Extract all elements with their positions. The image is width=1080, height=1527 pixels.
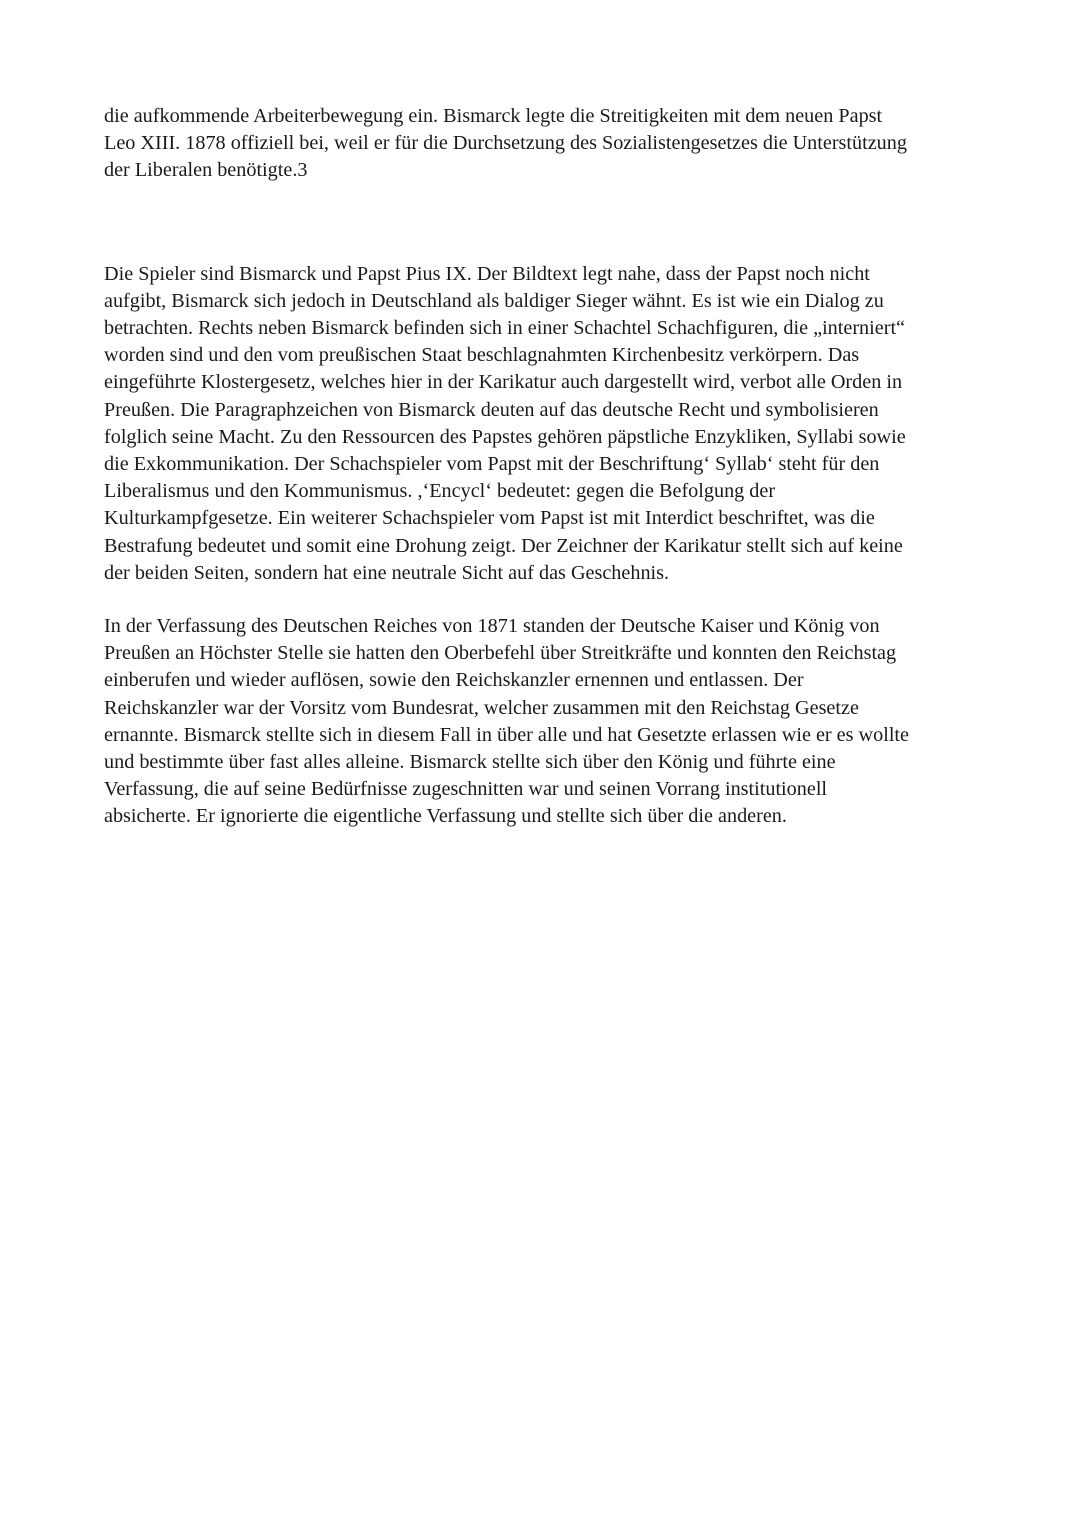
paragraph-verfassung — [104, 613, 1004, 831]
text-line: Liberalismus und den Kommunismus. ,‘Encycl‘ bedeutet: gegen die Befolgung der — [104, 480, 776, 503]
text-line: einberufen und wieder auflösen, sowie den Reichskanzler ernennen und entlassen. Der — [104, 669, 804, 692]
text-line: Kulturkampfgesetze. Ein weiterer Schachspieler vom Papst ist mit Interdict beschriftet, was die — [104, 507, 875, 530]
text-line: eingeführte Klostergesetz, welches hier in der Karikatur auch dargestellt wird, verbot alle Orden in — [104, 371, 903, 394]
text-line: der beiden Seiten, sondern hat eine neutrale Sicht auf das Geschehnis. — [104, 561, 670, 584]
text-line: Die Spieler sind Bismarck und Papst Pius IX. Der Bildtext legt nahe, dass der Papst noch nicht — [104, 262, 870, 285]
document-body — [104, 103, 1004, 831]
text-line: die Exkommunikation. Der Schachspieler vom Papst mit der Beschriftung‘ Syllab‘ steht für den — [104, 453, 880, 476]
text-line: Preußen an Höchster Stelle sie hatten den Oberbefehl über Streitkräfte und konnten den Reichstag — [104, 642, 897, 665]
text-line: folglich seine Macht. Zu den Ressourcen des Papstes gehören päpstliche Enzykliken, Syllabi sowie — [104, 425, 906, 448]
text-line: In der Verfassung des Deutschen Reiches von 1871 standen der Deutsche Kaiser und König von — [104, 615, 880, 638]
text-line: absicherte. Er ignorierte die eigentliche Verfassung und stellte sich über die anderen. — [104, 805, 787, 828]
text-line: aufgibt, Bismarck sich jedoch in Deutschland als baldiger Sieger wähnt. Es ist wie ein Dialog zu — [104, 289, 884, 312]
text-line: Bestrafung bedeutet und somit eine Drohung zeigt. Der Zeichner der Karikatur stellt sich auf keine — [104, 534, 903, 557]
text-line: der Liberalen benötigte.3 — [104, 159, 308, 182]
text-line: Reichskanzler war der Vorsitz vom Bundesrat, welcher zusammen mit den Reichstag Gesetze — [104, 696, 859, 719]
text-line: ernannte. Bismarck stellte sich in diesem Fall in über alle und hat Gesetzte erlassen wie er es wollte — [104, 723, 909, 746]
text-line: die aufkommende Arbeiterbewegung ein. Bismarck legte die Streitigkeiten mit dem neuen Papst — [104, 105, 883, 127]
text-line: Leo XIII. 1878 offiziell bei, weil er für die Durchsetzung des Sozialistengesetzes die Unterstützung — [104, 132, 907, 155]
paragraph-karikatur-analyse — [104, 261, 1004, 587]
text-line: worden sind und den vom preußischen Staat beschlagnahmten Kirchenbesitz verkörpern. Das — [104, 344, 860, 367]
text-line: Verfassung, die auf seine Bedürfnisse zugeschnitten war und seinen Vorrang institutionell — [104, 778, 828, 801]
paragraph-arbeiterbewegung — [104, 103, 1004, 185]
text-line: und bestimmte über fast alles alleine. Bismarck stellte sich über den König und führte eine — [104, 751, 836, 774]
text-line: Preußen. Die Paragraphzeichen von Bismarck deuten auf das deutsche Recht und symbolisieren — [104, 398, 879, 421]
text-line: betrachten. Rechts neben Bismarck befinden sich in einer Schachtel Schachfiguren, die „interniert“ — [104, 317, 906, 340]
